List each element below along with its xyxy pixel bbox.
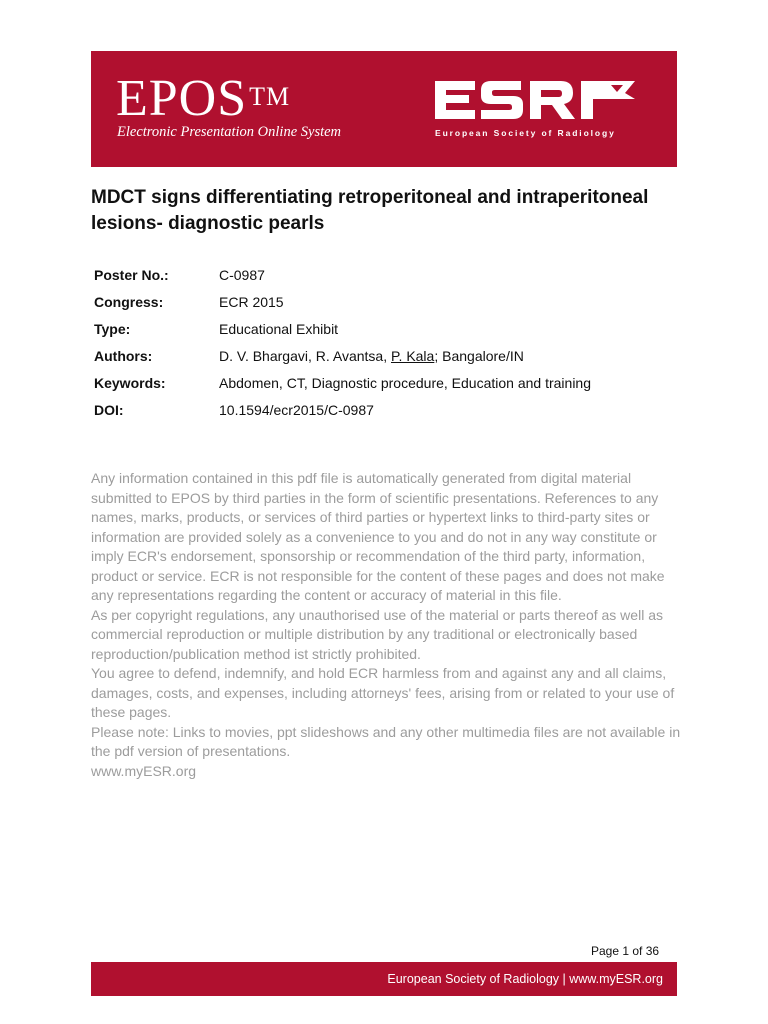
disclaimer-paragraph: As per copyright regulations, any unauthorised use of the material or parts thereof as well as commercial reproduction or multiple distribution by any traditional or electronically based reproduction/publication method ist strictly prohibited. xyxy=(91,606,663,662)
disclaimer-paragraph: You agree to defend, indemnify, and hold ECR harmless from and against any and all claims, damages, costs, and expenses, including attorneys' fees, arising from or related to your use of these pages. xyxy=(91,665,675,720)
disclaimer-website: www.myESR.org xyxy=(91,762,197,779)
authors-text: D. V. Bhargavi, R. Avantsa, xyxy=(219,348,391,364)
meta-label: Type: xyxy=(94,321,131,337)
footer-text: European Society of Radiology | www.myESR.org xyxy=(387,972,663,986)
meta-row-poster xyxy=(94,267,591,294)
meta-label: Authors: xyxy=(94,348,153,364)
document-title: MDCT signs differentiating retroperitoneal and intraperitoneal lesions- diagnostic pearls xyxy=(91,187,649,234)
meta-row-doi xyxy=(94,402,591,429)
footer-bar xyxy=(91,962,677,996)
epos-trademark: TM xyxy=(249,82,291,111)
authors-affiliation: ; Bangalore/IN xyxy=(434,348,524,364)
meta-label: DOI: xyxy=(94,402,124,418)
esr-logo xyxy=(435,77,639,149)
meta-value-authors xyxy=(219,348,524,375)
meta-value: ECR 2015 xyxy=(219,294,284,310)
meta-row-keywords xyxy=(94,375,591,402)
disclaimer-text xyxy=(91,469,681,781)
epos-subtitle: Electronic Presentation Online System xyxy=(117,124,342,140)
meta-value: 10.1594/ecr2015/C-0987 xyxy=(219,402,374,418)
meta-row-type xyxy=(94,321,591,348)
header-banner xyxy=(91,51,677,167)
epos-title: EPOS xyxy=(116,70,248,127)
esr-logo-icon xyxy=(435,77,639,125)
meta-row-congress xyxy=(94,294,591,321)
esr-tagline: European Society of Radiology xyxy=(435,128,616,138)
author-link[interactable]: P. Kala xyxy=(391,348,435,364)
meta-label: Poster No.: xyxy=(94,267,169,283)
meta-value: Educational Exhibit xyxy=(219,321,339,337)
meta-label: Keywords: xyxy=(94,375,166,391)
metadata-table xyxy=(94,267,591,429)
disclaimer-paragraph: Any information contained in this pdf file is automatically generated from digital material submitted to EPOS by third parties in the form of scientific presentations. References to any names, marks, products, or services of third parties or hypertext links to third-party sites or information are provided solely as a convenience to you and do not in any way constitute or imply ECR's endorsement, sponsorship or recommendation of the third party, information, product or service. ECR is not responsible for the content of these pages and does not make any representations regarding the content or accuracy of material in this file. xyxy=(91,470,665,603)
meta-row-authors xyxy=(94,348,591,375)
page-indicator: Page 1 of 36 xyxy=(591,944,660,958)
meta-label: Congress: xyxy=(94,294,164,310)
epos-logo xyxy=(116,70,291,127)
meta-value: Abdomen, CT, Diagnostic procedure, Education and training xyxy=(219,375,591,391)
disclaimer-paragraph: Please note: Links to movies, ppt slideshows and any other multimedia files are not available in the pdf version of presentations. xyxy=(91,723,681,759)
meta-value: C-0987 xyxy=(219,267,265,283)
